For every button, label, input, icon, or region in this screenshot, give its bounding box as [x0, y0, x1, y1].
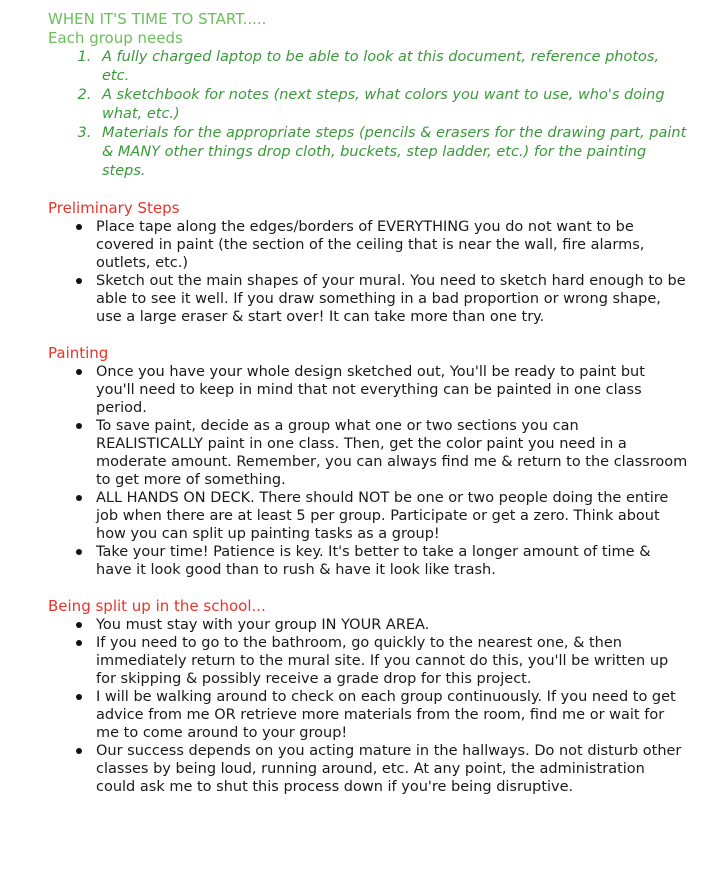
list-item: Our success depends on you acting mature in the hallways. Do not disturb other classes by being loud, running around, etc. At any point, the administration could ask me to shut this process down if you're being disruptive.	[96, 742, 688, 796]
painting-heading: Painting	[48, 344, 109, 362]
list-item: If you need to go to the bathroom, go quickly to the nearest one, & then immediately return to the mural site. If you cannot do this, you'll be written up for skipping & possibly receive a grade drop for this project.	[96, 634, 688, 688]
bullet-icon	[76, 278, 82, 284]
preliminary-list	[48, 218, 688, 326]
bullet-icon	[76, 748, 82, 754]
start-heading: WHEN IT'S TIME TO START.....	[48, 10, 267, 28]
list-item: Take your time! Patience is key. It's better to take a longer amount of time & have it look good than to rush & have it look like trash.	[96, 543, 688, 579]
painting-list	[48, 363, 688, 579]
list-item: I will be walking around to check on each group continuously. If you need to get advice from me OR retrieve more materials from the room, find me or wait for me to come around to your group!	[96, 688, 688, 742]
document-page	[48, 10, 688, 796]
needs-list	[48, 48, 688, 181]
bullet-icon	[76, 369, 82, 375]
list-item: ALL HANDS ON DECK. There should NOT be one or two people doing the entire job when there are at least 5 per group. Participate or get a zero. Think about how you can split up painting tasks as a group!	[96, 489, 688, 543]
bullet-icon	[76, 549, 82, 555]
list-item: You must stay with your group IN YOUR AREA.	[96, 616, 688, 634]
list-item: To save paint, decide as a group what one or two sections you can REALISTICALLY paint in one class. Then, get the color paint you need in a moderate amount. Remember, you can always find me & return to the classroom to get more of something.	[96, 417, 688, 489]
bullet-icon	[76, 224, 82, 230]
needs-item: 2. A sketchbook for notes (next steps, what colors you want to use, who's doing what, etc.)	[96, 86, 688, 124]
preliminary-heading: Preliminary Steps	[48, 199, 180, 217]
bullet-icon	[76, 622, 82, 628]
bullet-icon	[76, 423, 82, 429]
list-item: Once you have your whole design sketched out, You'll be ready to paint but you'll need to keep in mind that not everything can be painted in one class period.	[96, 363, 688, 417]
split-heading: Being split up in the school...	[48, 597, 266, 615]
bullet-icon	[76, 640, 82, 646]
bullet-icon	[76, 694, 82, 700]
start-subheading: Each group needs	[48, 29, 183, 47]
list-item: Sketch out the main shapes of your mural. You need to sketch hard enough to be able to see it well. If you draw something in a bad proportion or wrong shape, use a large eraser & start over! It can take more than one try.	[96, 272, 688, 326]
list-item: Place tape along the edges/borders of EVERYTHING you do not want to be covered in paint (the section of the ceiling that is near the wall, fire alarms, outlets, etc.)	[96, 218, 688, 272]
split-list	[48, 616, 688, 796]
needs-item: 3. Materials for the appropriate steps (pencils & erasers for the drawing part, paint & MANY other things drop cloth, buckets, step ladder, etc.) for the painting steps.	[96, 124, 688, 181]
needs-item: 1. A fully charged laptop to be able to look at this document, reference photos, etc.	[96, 48, 688, 86]
bullet-icon	[76, 495, 82, 501]
